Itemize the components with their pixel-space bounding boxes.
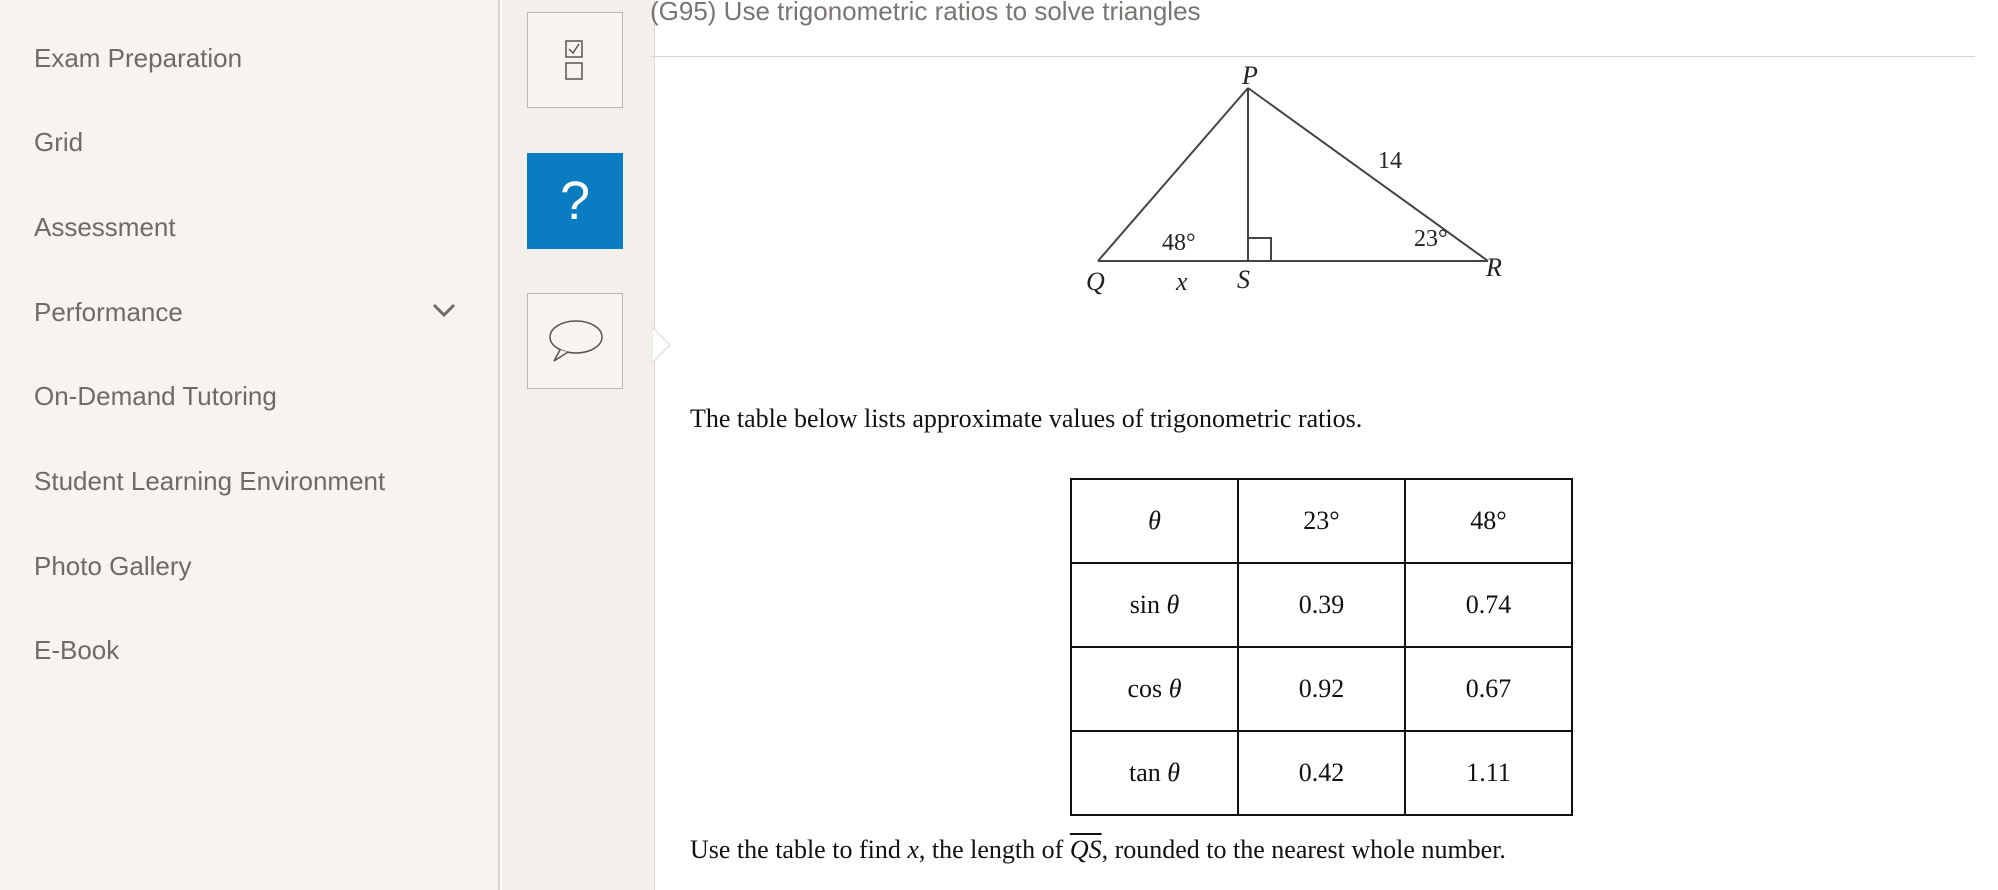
vertex-label-s: S: [1237, 265, 1250, 294]
table-cell: 0.42: [1238, 731, 1405, 815]
checklist-button[interactable]: [527, 12, 623, 108]
sidebar: [0, 0, 500, 890]
table-header-cell: 48°: [1405, 479, 1572, 563]
question-mark-icon: ?: [559, 171, 591, 231]
side-length-label: 14: [1378, 148, 1402, 174]
triangle-diagram: [1060, 58, 1520, 308]
chevron-down-icon[interactable]: [430, 296, 458, 324]
question-text: Use the table to find x, the length of $\overline{QS}$, rounded to the nearest whole number.: [690, 835, 1506, 864]
table-row: [1071, 647, 1572, 731]
sidebar-item-label: E-Book: [34, 634, 120, 665]
intro-text: The table below lists approximate values of trigonometric ratios.: [690, 404, 1363, 433]
trig-table: [1070, 478, 1573, 816]
table-cell: tan θ: [1071, 731, 1238, 815]
page-title: (G95) Use trigonometric ratios to solve triangles: [650, 0, 1201, 26]
table-row: [1071, 479, 1572, 563]
sidebar-item-grid[interactable]: [34, 112, 474, 172]
sidebar-item-label: Photo Gallery: [34, 550, 192, 581]
divider: [650, 56, 1975, 57]
table-cell: 1.11: [1405, 731, 1572, 815]
sidebar-item-photo-gallery[interactable]: [34, 536, 474, 596]
panel-pointer: [652, 327, 672, 363]
right-angle-marker: [1248, 238, 1271, 261]
table-row: [1071, 731, 1572, 815]
sidebar-item-label: Performance: [34, 296, 183, 327]
sidebar-item-on-demand-tutoring[interactable]: [34, 366, 474, 426]
table-cell: cos θ: [1071, 647, 1238, 731]
comment-button[interactable]: [527, 293, 623, 389]
sidebar-item-exam-preparation[interactable]: [34, 28, 474, 88]
sidebar-item-label: Grid: [34, 126, 84, 157]
sidebar-item-label: On-Demand Tutoring: [34, 380, 277, 411]
sidebar-item-assessment[interactable]: [34, 197, 474, 257]
table-cell: 0.39: [1238, 563, 1405, 647]
angle-label-r: 23°: [1414, 226, 1448, 252]
segment-label-x: x: [1176, 267, 1188, 296]
help-button[interactable]: [527, 153, 623, 249]
table-cell: 0.74: [1405, 563, 1572, 647]
table-cell: sin θ: [1071, 563, 1238, 647]
vertex-label-q: Q: [1086, 267, 1105, 296]
table-row: [1071, 563, 1572, 647]
sidebar-item-e-book[interactable]: [34, 620, 474, 680]
vertex-label-p: P: [1242, 61, 1258, 90]
sidebar-item-student-learning-environment[interactable]: [34, 451, 474, 511]
table-cell: 0.67: [1405, 647, 1572, 731]
vertex-label-r: R: [1486, 253, 1502, 282]
checklist-icon: [564, 39, 586, 81]
tool-column: [502, 0, 655, 890]
table-header-cell: θ: [1071, 479, 1238, 563]
table-header-cell: 23°: [1238, 479, 1405, 563]
speech-bubble-icon: [546, 317, 604, 365]
table-cell: 0.92: [1238, 647, 1405, 731]
angle-label-q: 48°: [1162, 230, 1196, 256]
side-pr: [1248, 88, 1488, 261]
sidebar-item-label: Student Learning Environment: [34, 465, 386, 496]
sidebar-item-label: Assessment: [34, 211, 176, 242]
sidebar-item-performance[interactable]: [34, 282, 474, 342]
sidebar-item-label: Exam Preparation: [34, 42, 243, 73]
